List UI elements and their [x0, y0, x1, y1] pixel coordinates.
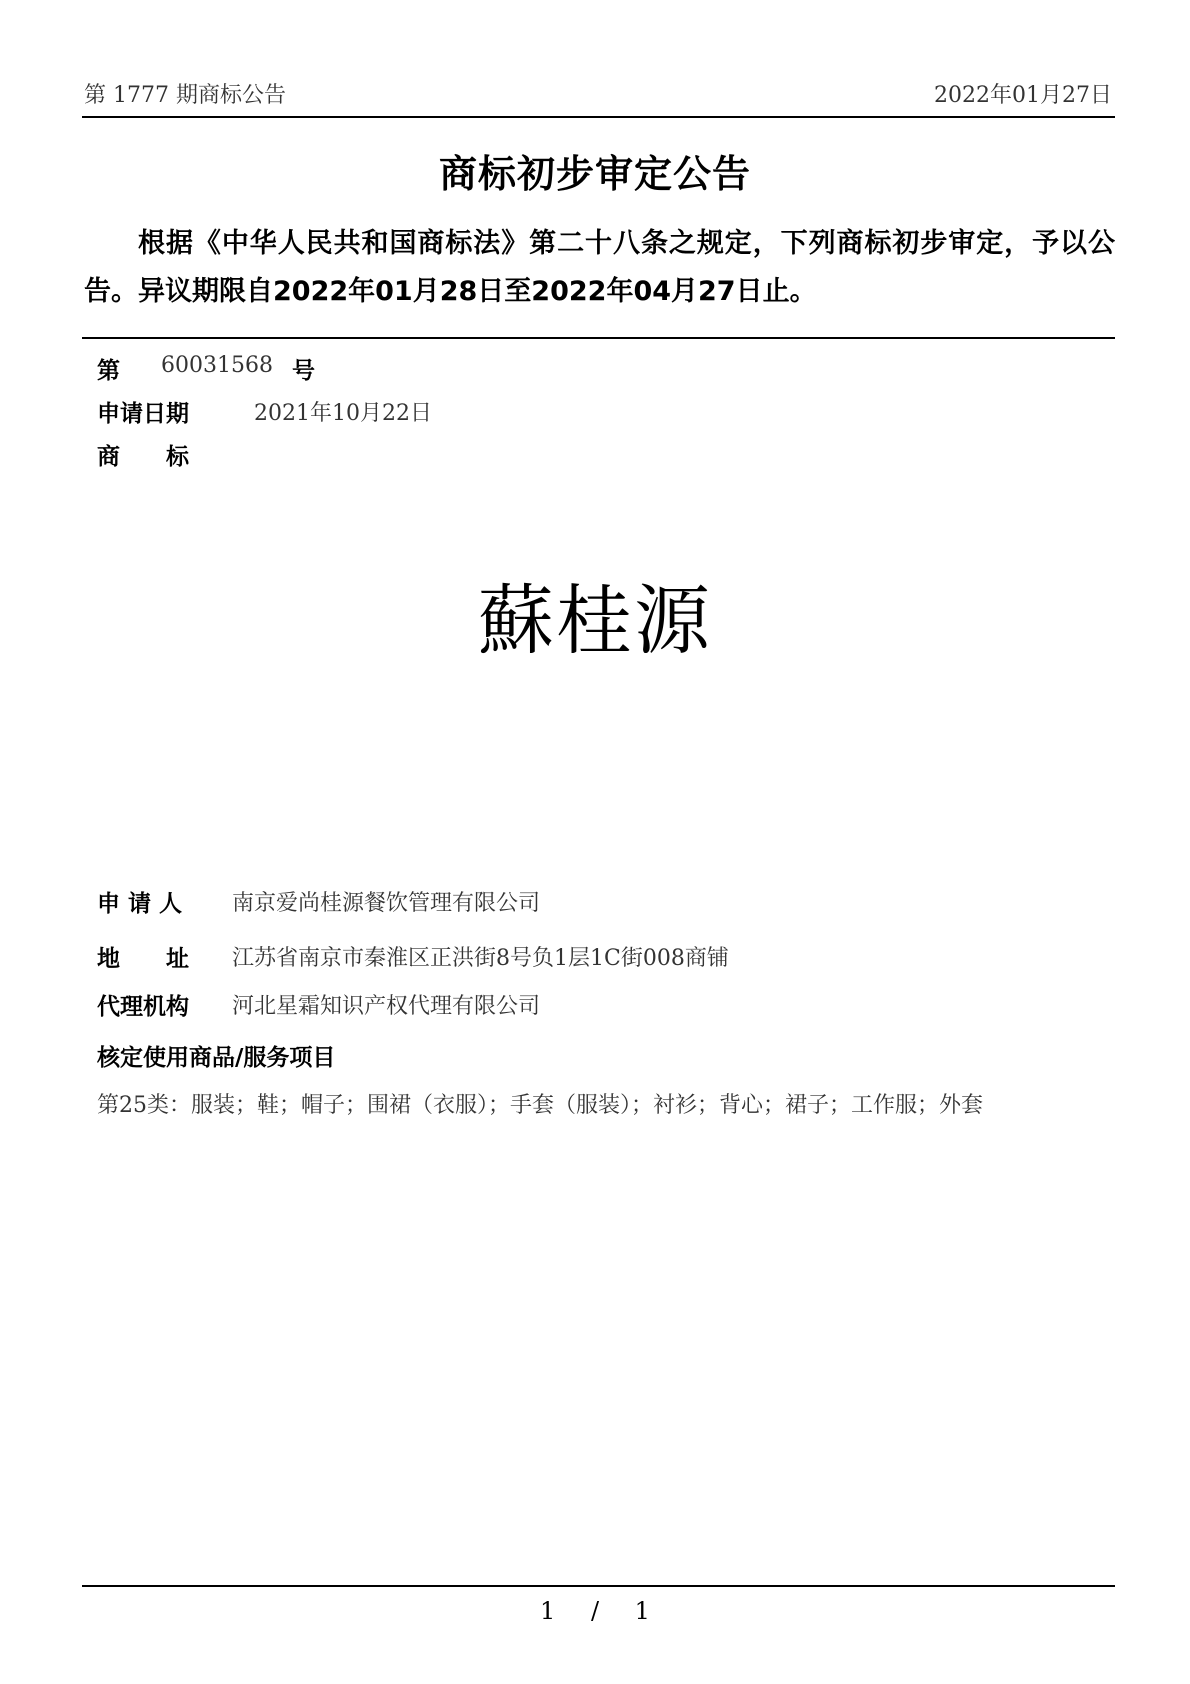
applicant-name: 南京爱尚桂源餐饮管理有限公司 [232, 891, 541, 916]
issue-date: 2022年01月27日 [934, 83, 1112, 108]
page-title: 商标初步审定公告 [438, 152, 751, 196]
page-number: 1 / 1 [540, 1597, 650, 1625]
agent-name: 河北星霜知识产权代理有限公司 [232, 994, 541, 1019]
footer-rule [82, 1585, 1115, 1587]
address-label: 地 址 [97, 946, 189, 972]
number-suffix: 号 [292, 358, 315, 384]
section-rule [82, 337, 1115, 339]
registration-number: 60031568 [161, 353, 273, 378]
header-rule [82, 116, 1115, 118]
apply-date-label: 申请日期 [97, 401, 189, 427]
applicant-label: 申 请 人 [97, 891, 183, 917]
intro-paragraph: 根据《中华人民共和国商标法》第二十八条之规定，下列商标初步审定，予以公告。异议期限自2022年01月28日至2022年04月27日止。 [84, 228, 1115, 307]
address-value: 江苏省南京市秦淮区正洪街8号负1层1C街008商铺 [232, 946, 729, 971]
apply-date: 2021年10月22日 [254, 401, 432, 426]
issue-number: 第 1777 期商标公告 [84, 83, 286, 108]
agent-label: 代理机构 [97, 994, 189, 1020]
mark-label: 商 标 [97, 444, 189, 470]
number-prefix: 第 [97, 358, 120, 384]
goods-label: 核定使用商品/服务项目 [97, 1045, 336, 1071]
trademark-text: 蘇桂源 [478, 576, 712, 665]
goods-list: 第25类：服装；鞋；帽子；围裙（衣服）；手套（服装）；衬衫；背心；裙子；工作服；外套 [97, 1093, 983, 1118]
